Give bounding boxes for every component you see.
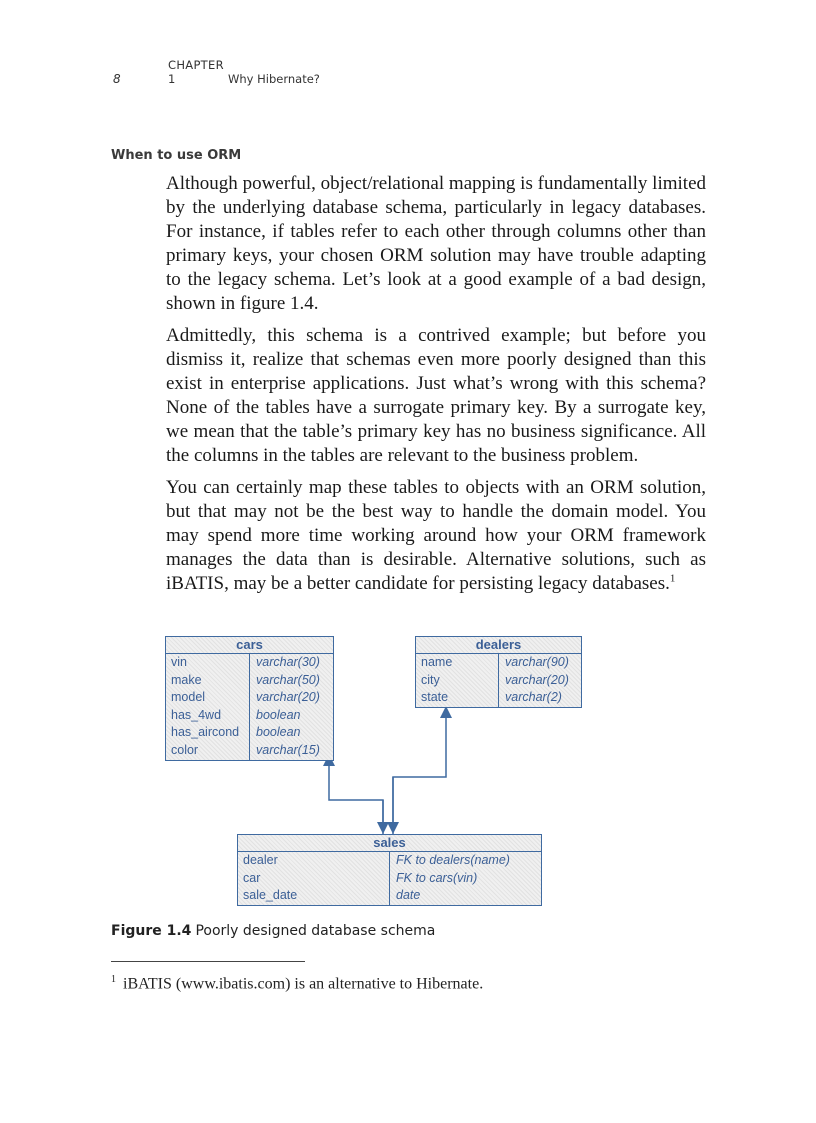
column-name: city (416, 672, 499, 690)
column-type: FK to dealers(name) (396, 853, 510, 867)
sales-table-title: sales (238, 835, 541, 852)
table-row (238, 852, 541, 870)
dealers-table (415, 636, 582, 708)
column-type: varchar(50) (256, 672, 320, 687)
page-number: 8 (113, 72, 121, 86)
column-type: varchar(20) (505, 672, 569, 687)
column-type: varchar(2) (505, 690, 562, 705)
column-name: sale_date (238, 887, 390, 905)
paragraph (166, 476, 706, 596)
column-name: dealer (238, 852, 390, 870)
table-row (166, 707, 333, 725)
running-header (113, 58, 320, 86)
column-name: state (416, 689, 499, 707)
column-type: boolean (256, 725, 301, 740)
sales-fk-arrows (383, 777, 393, 828)
paragraph: Admittedly, this schema is a contrived example; but before you dismiss it, realize that schemas even more poorly designed than this exist in enterprise applications. Just what’s wrong with this schema? None of the tables have a surrogate primary key. By a surrogate key, we mean that the table’s primary key has no business significance. All the columns in the tables are relevant to the business problem. (166, 325, 706, 466)
figure-caption (111, 923, 435, 939)
column-type: FK to cars(vin) (396, 870, 478, 885)
body-text (166, 172, 706, 604)
column-name: has_aircond (166, 724, 250, 742)
section-heading: When to use ORM (111, 148, 242, 163)
chapter-title: Why Hibernate? (228, 72, 320, 86)
table-row (166, 654, 333, 672)
table-row (416, 654, 581, 672)
footnote-reference: 1 (669, 572, 676, 585)
table-row (166, 724, 333, 742)
table-row (416, 672, 581, 690)
column-name: car (238, 870, 390, 888)
footnote-mark: 1 (111, 974, 116, 985)
table-row (238, 870, 541, 888)
sales-table (237, 834, 542, 906)
table-row (166, 742, 333, 760)
column-name: make (166, 672, 250, 690)
table-row (238, 887, 541, 905)
column-name: has_4wd (166, 707, 250, 725)
column-type: date (396, 888, 421, 903)
footnote (111, 974, 483, 993)
table-row (166, 672, 333, 690)
column-type: varchar(15) (256, 742, 320, 757)
table-row (416, 689, 581, 707)
paragraph-text: You can certainly map these tables to objects with an ORM solution, but that may not be the best way to handle the domain model. You may spend more time working around how your ORM framework manages the data than is desirable. Alternative solutions, such as iBATIS, may be a better candidate for persisting legacy databases. (166, 477, 706, 594)
table-row (166, 689, 333, 707)
column-name: vin (166, 654, 250, 672)
cars-table-title: cars (166, 637, 333, 654)
footnote-text: iBATIS (www.ibatis.com) is an alternative to Hibernate. (123, 975, 484, 993)
column-name: model (166, 689, 250, 707)
column-type: varchar(90) (505, 655, 569, 669)
dealers-table-title: dealers (416, 637, 581, 654)
column-type: varchar(20) (256, 690, 320, 705)
sales-to-dealers-connector (393, 712, 446, 834)
column-type: boolean (256, 707, 301, 722)
footnote-divider (111, 961, 305, 962)
paragraph: Although powerful, object/relational mapping is fundamentally limited by the underlying database schema, particularly in legacy databases. For instance, if tables refer to each other through columns other than primary keys, your chosen ORM solution may have trouble adapting to the legacy schema. Let’s look at a good example of a bad design, shown in figure 1.4. (166, 173, 706, 314)
cars-table (165, 636, 334, 761)
figure-label: Figure 1.4 (111, 923, 192, 939)
figure-caption-text: Poorly designed database schema (195, 923, 436, 939)
column-type: varchar(30) (256, 655, 320, 669)
sales-to-cars-connector (329, 760, 383, 834)
chapter-label: CHAPTER 1 (168, 58, 224, 86)
column-name: color (166, 742, 250, 760)
column-name: name (416, 654, 499, 672)
